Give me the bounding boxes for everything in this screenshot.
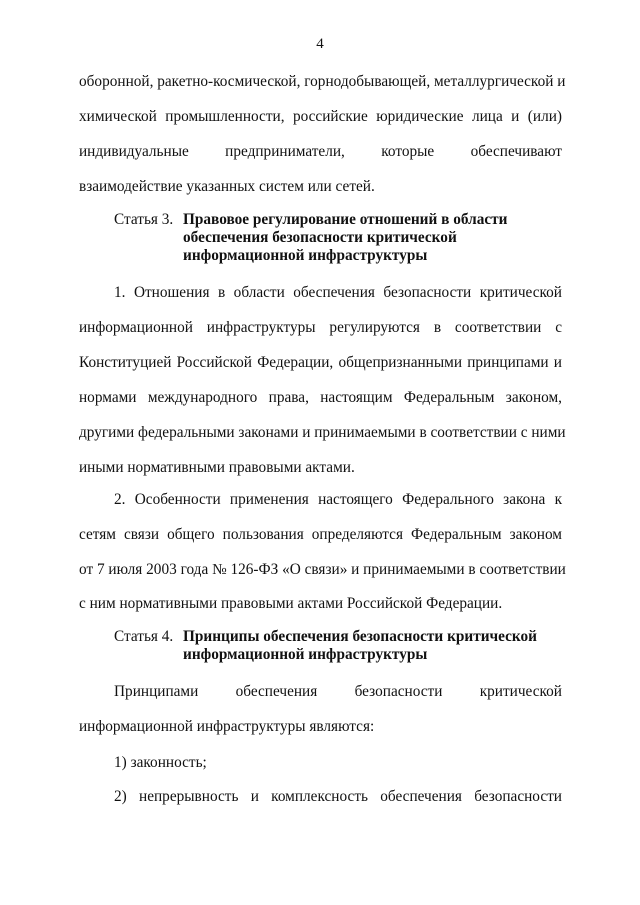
para-4-intro-line-1: Принципами обеспечения безопасности критической [114,683,562,700]
article-3-title-line-3: информационной инфраструктуры [183,247,428,264]
para-3-1-line-4: нормами международного права, настоящим Федеральным законом, [79,389,562,406]
para-3-2-line-4: с ним нормативными правовыми актами Российской Федерации. [79,595,503,612]
para-3-1-line-3: Конституцией Российской Федерации, общепризнанными принципами и [79,354,562,371]
intro-line-4: взаимодействие указанных систем или сетей. [79,178,375,195]
article-3-title-line-1: Правовое регулирование отношений в области [183,211,508,228]
page-number: 4 [316,36,324,52]
article-3-label: Статья 3. [114,211,174,228]
intro-line-1: оборонной, ракетно-космической, горнодобывающей, металлургической и [79,73,566,90]
para-3-2-line-2: сетям связи общего пользования определяются Федеральным законом [79,526,562,543]
intro-line-3: индивидуальные предприниматели, которые обеспечивают [79,143,562,160]
para-3-1-line-6: иными нормативными правовыми актами. [79,459,355,476]
list-item-1: 1) законность; [114,754,207,771]
para-3-2-line-1: 2. Особенности применения настоящего Федерального закона к [114,491,562,508]
intro-line-2: химической промышленности, российские юридические лица и (или) [79,108,562,125]
article-3-title-line-2: обеспечения безопасности критической [183,229,457,246]
article-4-title-line-2: информационной инфраструктуры [183,646,428,663]
para-3-2-line-3: от 7 июля 2003 года № 126-ФЗ «О связи» и принимаемыми в соответствии [79,561,566,578]
para-3-1-line-1: 1. Отношения в области обеспечения безопасности критической [114,284,562,301]
para-3-1-line-5: другими федеральными законами и принимаемыми в соответствии с ними [79,424,566,441]
article-4-title-line-1: Принципы обеспечения безопасности критической [183,628,537,645]
para-4-intro-line-2: информационной инфраструктуры являются: [79,718,375,735]
para-3-1-line-2: информационной инфраструктуры регулируются в соответствии с [79,319,562,336]
article-4-label: Статья 4. [114,628,174,645]
list-item-2: 2) непрерывность и комплексность обеспечения безопасности [114,788,562,805]
article-3-heading [114,211,508,264]
article-4-heading [114,628,537,663]
